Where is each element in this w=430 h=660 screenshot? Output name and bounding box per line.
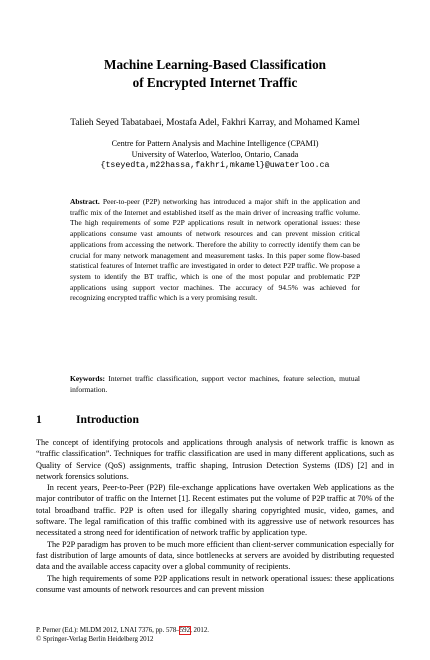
affiliation-block	[40, 138, 390, 171]
keywords-block	[70, 374, 360, 395]
abstract-text: Peer-to-peer (P2P) networking has introduced a major shift in the application and traffic mix of the Internet and established itself as the main driver of increasing traffic volume. The high requirements of some P2P applications result in network operational issues: these applications consume vast amounts of network resources and can prevent mission critical applications from accessing the network. Therefore the ability to correctly identify them can be crucial for many network management and measurement tasks. In this paper some flow-based statistical features of Internet traffic are investigated in order to detect P2P traffic. We propose a system to identify the BT traffic, which is one of the most popular and problematic P2P applications using support vector machines. The accuracy of 94.5% was achieved for recognizing encrypted traffic which is a very promising result.	[70, 197, 360, 303]
keywords-text: Internet traffic classification, support vector machines, feature selection, mutual information.	[70, 374, 361, 394]
citation-suffix: , 2012.	[190, 627, 210, 634]
abstract-block	[70, 197, 360, 304]
paper-title-line-2: of Encrypted Internet Traffic	[132, 75, 298, 90]
paragraph-1: The concept of identifying protocols and applications through analysis of network traffic is known as “traffic classification”. Techniques for traffic classification are used in many different applications, such as Quality of Service (QoS) assignments, traffic shaping, Intrusion Detection Systems (IDS) [2] and in network forensics solutions.	[36, 438, 394, 481]
citation-line	[36, 626, 396, 635]
paragraph-2: In recent years, Peer-to-Peer (P2P) file-exchange applications have overtaken Web applications as the major contributor of traffic on the Internet [1]. Recent estimates put the volume of P2P traffic at 70% of the total broadband traffic. P2P is often used for illegally sharing copyrighted music, video, games, and software. The legal ramification of this traffic combined with its aggressive use of network resources has necessitated a strong need for identification of network traffic by application type.	[36, 483, 394, 538]
paragraph-3: The P2P paradigm has proven to be much more efficient than client-server communication especially for fast distribution of large amounts of data, since bottlenecks at servers are avoided by distributing requested data and the available access capacity over a global community of recipients.	[36, 539, 394, 572]
paper-title	[40, 56, 390, 92]
author-list: Talieh Seyed Tabatabaei, Mostafa Adel, Fakhri Karray, and Mohamed Kamel	[70, 118, 360, 128]
section-heading	[36, 412, 139, 428]
abstract-label: Abstract.	[70, 197, 100, 206]
body-text	[36, 437, 394, 595]
affiliation-line-1: Centre for Pattern Analysis and Machine Intelligence (CPAMI)	[111, 139, 319, 148]
section-title: Introduction	[76, 413, 139, 426]
affiliation-line-2: University of Waterloo, Waterloo, Ontario, Canada	[131, 150, 299, 159]
section-number: 1	[36, 413, 42, 426]
citation-prefix: P. Perner (Ed.): MLDM 2012, LNAI 7376, pp. 578–	[36, 627, 180, 634]
keywords-label: Keywords:	[70, 374, 105, 383]
author-emails: {tseyedta,m22hassa,fakhri,mkamel}@uwaterloo.ca	[100, 161, 330, 170]
paper-title-line-1: Machine Learning-Based Classification	[104, 57, 326, 72]
citation-footer	[36, 626, 396, 644]
paragraph-4: The high requirements of some P2P applications result in network operational issues: these applications consume vast amounts of network resources and can prevent mission	[36, 573, 394, 594]
end-page-link[interactable]: 592	[179, 627, 191, 634]
copyright-line: © Springer-Verlag Berlin Heidelberg 2012	[36, 636, 154, 644]
